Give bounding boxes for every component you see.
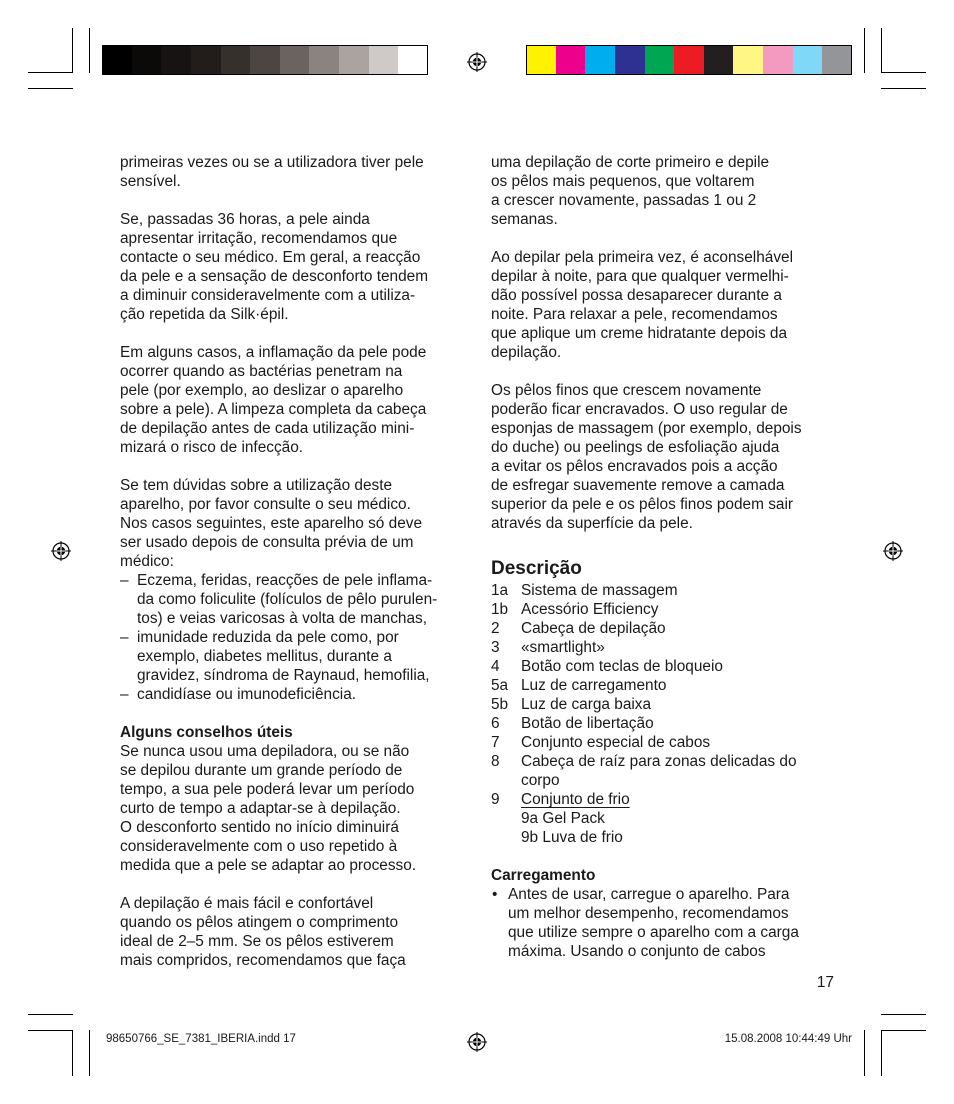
text-line: através da superfície da pele.: [491, 515, 693, 532]
item-number: 1a: [491, 582, 509, 599]
crop-mark: [881, 88, 926, 89]
parts-sublist: [491, 809, 836, 847]
text-line: semanas.: [491, 211, 558, 228]
text-line: medida que a pele se adaptar ao processo.: [120, 857, 417, 874]
crop-mark: [881, 1030, 926, 1031]
text-line: Em alguns casos, a inflamação da pele pode: [120, 344, 427, 361]
text-line: a evitar os pêlos encravados pois a acção: [491, 458, 778, 475]
crop-mark: [28, 1030, 73, 1031]
item-label: Botão de libertação: [521, 715, 654, 732]
parts-list-item: [491, 581, 836, 600]
item-label: Sistema de massagem: [521, 582, 678, 599]
text-line: apresentar irritação, recomendamos que: [120, 230, 398, 247]
text-line: mizará o risco de infecção.: [120, 439, 304, 456]
parts-list-item: [491, 657, 836, 676]
registration-mark-icon: [467, 52, 487, 72]
item-label: [521, 790, 836, 809]
item-label: Luz de carregamento: [521, 677, 667, 694]
text-line: depilar à noite, para que qualquer vermelhi-: [491, 268, 789, 285]
text-line: O desconforto sentido no início diminuirá: [120, 819, 399, 836]
text-line: Antes de usar, carregue o aparelho. Para: [508, 886, 790, 903]
crop-mark: [881, 28, 882, 73]
text-line: de esfregar suavemente remove a camada: [491, 477, 785, 494]
item-number: 4: [491, 658, 500, 675]
text-line: A depilação é mais fácil e confortável: [120, 895, 374, 912]
text-line: ideal de 2–5 mm. Se os pêlos estiverem: [120, 933, 394, 950]
dash-list-item: [120, 571, 465, 628]
registration-mark-icon: [883, 541, 903, 561]
text-line: imunidade reduzida da pele como, por: [137, 629, 399, 646]
crop-mark: [72, 1030, 73, 1076]
text-line: Eczema, feridas, reacções de pele inflama-: [137, 572, 433, 589]
parts-list-item: [491, 695, 836, 714]
text-line: Nos casos seguintes, este aparelho só deve: [120, 515, 423, 532]
text-line: candidíase ou imunodeficiência.: [137, 686, 357, 703]
text-line: da pele e a sensação de desconforto tendem: [120, 268, 429, 285]
text-line: pele (por exemplo, ao deslizar o aparelho: [120, 382, 404, 399]
text-line: contacte o seu médico. Em geral, a reacção: [120, 249, 421, 266]
paragraph: [120, 153, 465, 191]
text-line: primeiras vezes ou se a utilizadora tiver pele: [120, 154, 424, 171]
text-line: Ao depilar pela primeira vez, é aconselhável: [491, 249, 793, 266]
text-line: Os pêlos finos que crescem novamente: [491, 382, 762, 399]
text-line: a crescer novamente, passadas 1 ou 2: [491, 192, 757, 209]
item-number: 1b: [491, 601, 509, 618]
text-line: dão possível possa desaparecer durante a: [491, 287, 782, 304]
text-line: tempo, a sua pele poderá levar um período: [120, 781, 415, 798]
text-line: Se, passadas 36 horas, a pele ainda: [120, 211, 370, 228]
text-line: tos) e veias varicosas à volta de manchas,: [137, 610, 427, 627]
footer-file-info: 98650766_SE_7381_IBERIA.indd 17: [106, 1033, 296, 1045]
text-line: ser usado depois de consulta prévia de um: [120, 534, 414, 551]
crop-mark: [28, 1014, 73, 1015]
text-line: ocorrer quando as bactérias penetram na: [120, 363, 403, 380]
item-label: Luz de carga baixa: [521, 696, 652, 713]
item-number: 7: [491, 734, 500, 751]
text-line: gravidez, síndroma de Raynaud, hemofilia,: [137, 667, 430, 684]
parts-sublist-item: 9b Luva de frio: [521, 829, 623, 846]
paragraph: [120, 742, 465, 875]
paragraph: [120, 476, 465, 571]
parts-list-item: [491, 638, 836, 657]
item-label: Conjunto especial de cabos: [521, 734, 711, 751]
parts-list: [491, 581, 836, 809]
text-line: médico:: [120, 553, 174, 570]
paragraph: [491, 381, 836, 533]
item-number: 8: [491, 753, 500, 770]
text-line: exemplo, diabetes mellitus, durante a: [137, 648, 392, 665]
crop-mark: [881, 72, 926, 73]
text-line: Se nunca usou uma depiladora, ou se não: [120, 743, 410, 760]
text-line: do duche) ou peelings de esfoliação ajuda: [491, 439, 780, 456]
text-line: uma depilação de corte primeiro e depile: [491, 154, 770, 171]
text-line: aparelho, por favor consulte o seu médico.: [120, 496, 411, 513]
text-line: os pêlos mais pequenos, que voltarem: [491, 173, 755, 190]
section-subheading: Alguns conselhos úteis: [120, 724, 293, 741]
item-label: Cabeça de depilação: [521, 620, 666, 637]
crop-mark: [89, 1030, 90, 1076]
right-column: [491, 153, 836, 961]
crop-mark: [864, 28, 865, 73]
crop-mark: [89, 28, 90, 73]
crop-mark: [28, 88, 73, 89]
parts-list-item: [491, 714, 836, 733]
item-number: 9: [491, 791, 500, 808]
dash-list-item: [120, 628, 465, 685]
text-line: superior da pele e os pêlos finos podem sair: [491, 496, 794, 513]
registration-mark-icon: [51, 541, 71, 561]
parts-list-item: [491, 619, 836, 638]
parts-sublist-item: 9a Gel Pack: [521, 810, 605, 827]
text-line: quando os pêlos atingem o comprimento: [120, 914, 399, 931]
crop-mark: [864, 1030, 865, 1076]
paragraph: [120, 894, 465, 970]
text-line: da como foliculite (folículos de pêlo purulen-: [137, 591, 438, 608]
text-line: poderão ficar encravados. O uso regular de: [491, 401, 788, 418]
text-line: esponjas de massagem (por exemplo, depois: [491, 420, 802, 437]
text-line: consideravelmente com o uso repetido à: [120, 838, 398, 855]
dash-list-item: [120, 685, 465, 704]
paragraph: [120, 343, 465, 457]
left-column: [120, 153, 465, 970]
crop-mark: [881, 1030, 882, 1076]
item-number: 2: [491, 620, 500, 637]
item-label: Botão com teclas de bloqueio: [521, 658, 723, 675]
paragraph: [491, 248, 836, 362]
text-line: se depilou durante um grande período de: [120, 762, 403, 779]
text-line: Se tem dúvidas sobre a utilização deste: [120, 477, 393, 494]
item-label-underlined: Conjunto de frio: [521, 791, 630, 808]
item-number: 5a: [491, 677, 509, 694]
text-line: um melhor desempenho, recomendamos: [508, 905, 789, 922]
text-line: de depilação antes de cada utilização mini-: [120, 420, 415, 437]
item-number: 6: [491, 715, 500, 732]
crop-mark: [72, 28, 73, 73]
registration-mark-icon: [467, 1032, 487, 1052]
section-subheading: Carregamento: [491, 867, 596, 884]
text-line: sobre a pele). A limpeza completa da cabeça: [120, 401, 427, 418]
item-label: Cabeça de raíz para zonas delicadas do corpo: [521, 753, 797, 789]
text-line: noite. Para relaxar a pele, recomendamos: [491, 306, 778, 323]
text-line: que aplique um creme hidratante depois da: [491, 325, 788, 342]
item-number: 3: [491, 639, 500, 656]
text-line: curto de tempo a adaptar-se à depilação.: [120, 800, 401, 817]
parts-list-item: [491, 600, 836, 619]
text-line: depilação.: [491, 344, 562, 361]
parts-list-item: [491, 676, 836, 695]
crop-mark: [881, 1014, 926, 1015]
text-line: ção repetida da Silk·épil.: [120, 306, 289, 323]
text-line: a diminuir consideravelmente com a utiliza-: [120, 287, 416, 304]
parts-list-item: [491, 733, 836, 752]
bullet-list-item: [491, 885, 836, 961]
paragraph: [120, 210, 465, 324]
section-heading: Descrição: [491, 558, 582, 579]
text-line: que utilize sempre o aparelho com a carga: [508, 924, 799, 941]
item-label: «smartlight»: [521, 639, 605, 656]
parts-list-item: [491, 752, 836, 790]
text-line: sensível.: [120, 173, 181, 190]
parts-list-item: [491, 790, 836, 809]
text-line: mais compridos, recomendamos que faça: [120, 952, 406, 969]
crop-mark: [28, 72, 73, 73]
item-number: 5b: [491, 696, 509, 713]
page-number: 17: [816, 974, 834, 991]
footer-datetime: 15.08.2008 10:44:49 Uhr: [724, 1033, 852, 1045]
paragraph: [491, 153, 836, 229]
text-line: máxima. Usando o conjunto de cabos: [508, 943, 766, 960]
item-label: Acessório Efficiency: [521, 601, 659, 618]
